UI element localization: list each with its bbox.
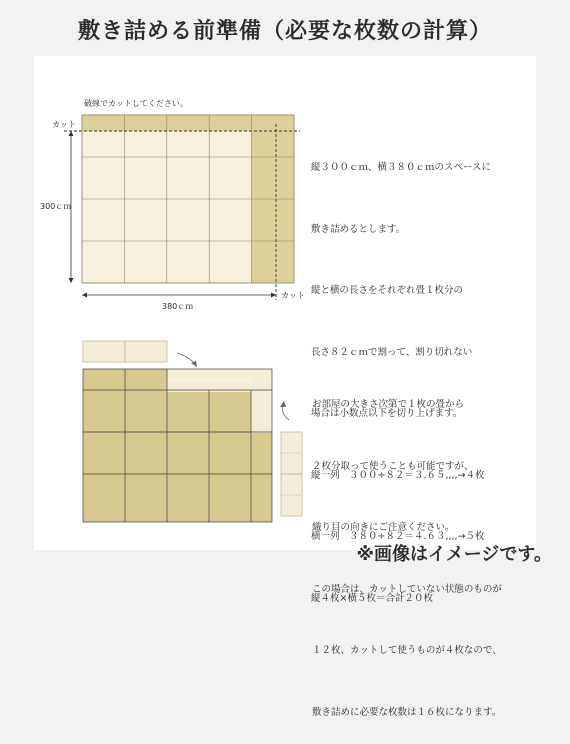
cut-instruction: 破線でカットしてください。 (84, 99, 188, 108)
note-line: この場合は、カットしていない状態のものが (312, 583, 502, 595)
cut-label-top: カット (52, 120, 76, 129)
height-label: 300ｃｍ (40, 202, 72, 211)
width-label: 380ｃｍ (162, 302, 194, 311)
calc-line: 敷き詰めるとします。 (311, 223, 406, 235)
note-line: ２枚分取って使うことも可能ですが、 (312, 460, 474, 472)
calc-line: 横一列 ３８０÷８２＝４.６３,,,,→５枚 (311, 531, 485, 542)
calc-line: 縦と横の長さをそれぞれ畳１枚分の (311, 285, 464, 296)
diagram-cut-grid (64, 115, 300, 300)
calc-line: 縦３００ｃｍ、横３８０ｃｍのスペースに (311, 162, 492, 173)
calc-line: 長さ８２ｃｍで割って、割り切れない (311, 346, 473, 358)
diagram-layout-example (83, 341, 302, 522)
loose-piece-2 (125, 341, 167, 362)
note-line: お部屋の大きさ次第で１枚の畳から (312, 399, 465, 410)
image-disclaimer: ※画像はイメージです。 (356, 544, 552, 565)
page-title: 敷き詰める前準備（必要な枚数の計算） (77, 19, 492, 44)
calc-line: 場合は小数点以下を切り上げます。 (311, 408, 463, 419)
note-line: １２枚、カットして使うものが４枚なので、 (312, 645, 502, 656)
loose-piece-1 (83, 341, 125, 362)
arrow-top (177, 353, 195, 364)
note-line: 織り目の向きにご注意ください。 (312, 522, 455, 533)
note-line: 敷き詰めに必要な枚数は１６枚になります。 (312, 706, 502, 718)
calc-line: 縦一列 ３００÷８２＝３.６５,,,,→４枚 (311, 469, 485, 481)
calc-line: 縦４枚×横５枚＝合計２０枚 (311, 592, 433, 604)
cut-label-right: カット (281, 291, 305, 300)
